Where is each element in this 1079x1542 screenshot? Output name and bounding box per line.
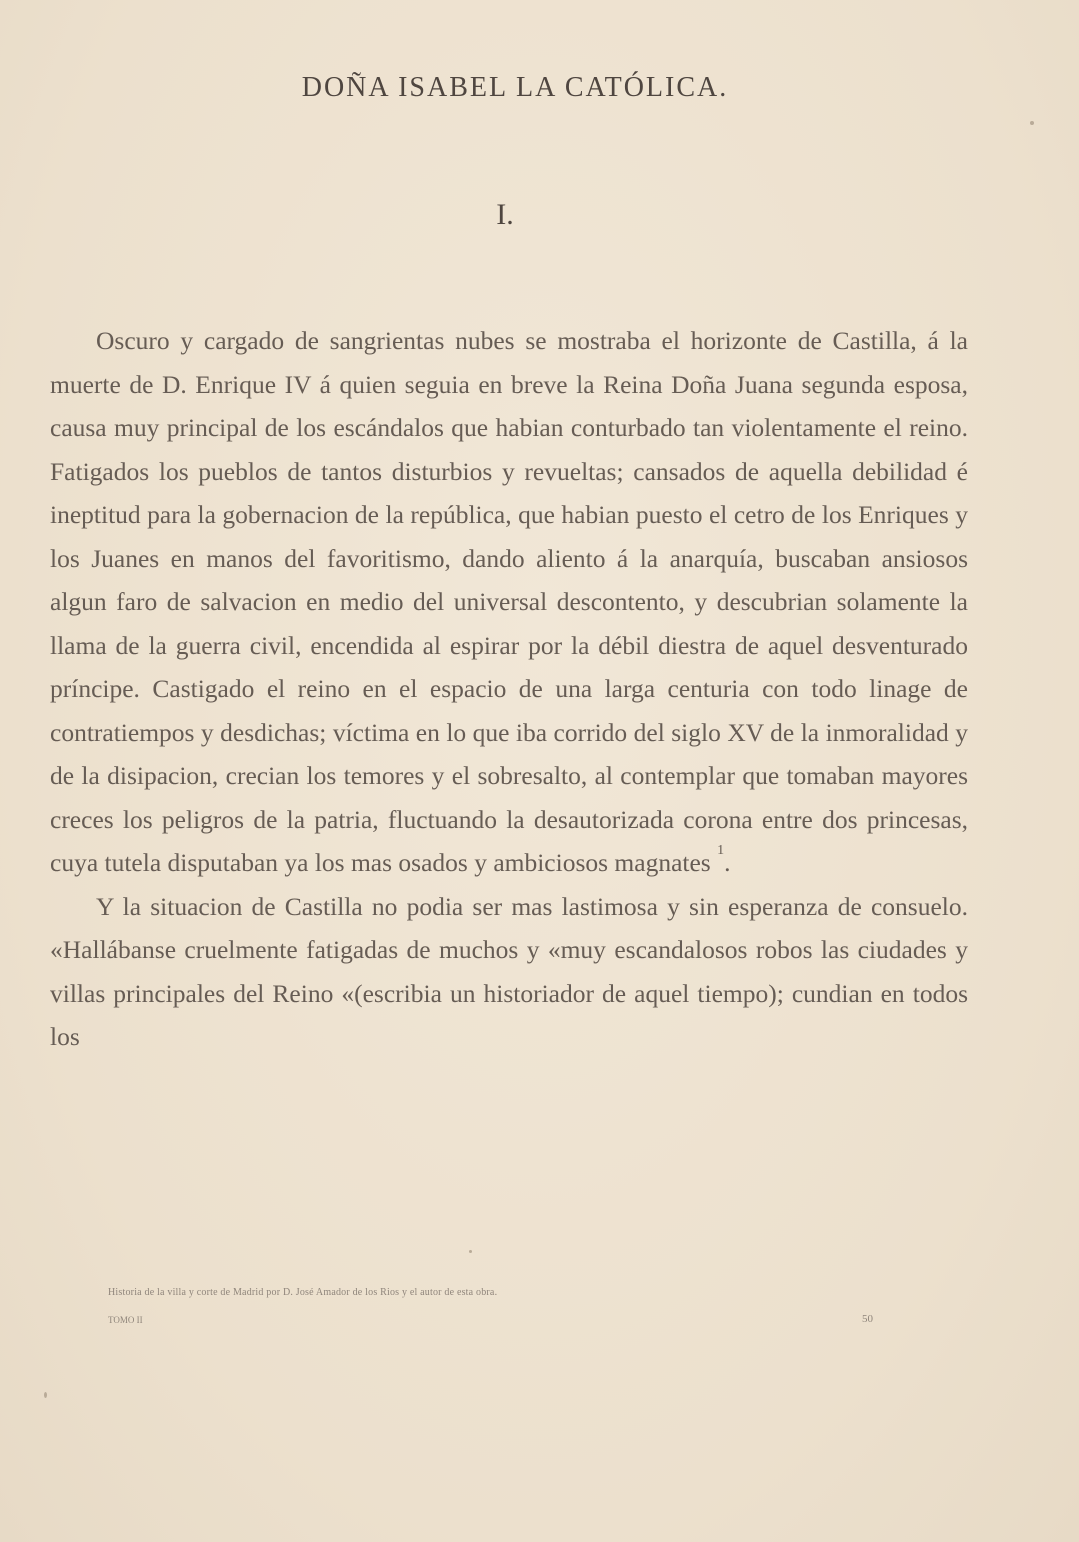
footnote-reference: 1 <box>717 843 725 858</box>
running-title: DOÑA ISABEL LA CATÓLICA. <box>301 72 729 103</box>
signature-mark: TOMO II <box>108 1315 143 1325</box>
paragraph-2: Y la situacion de Castilla no podia ser mas lastimosa y sin esperanza de consuelo. «Hallábanse cruelmente fatigadas de muchos y «muy escandalosos robos las ciudades y villas principales del Reino «(escribia un historiador de aquel tiempo); cundian en todos los <box>50 891 968 1051</box>
section-numeral: I. <box>496 198 514 231</box>
paper-speck <box>44 1392 47 1398</box>
footnote: Historia de la villa y corte de Madrid por D. José Amador de los Rios y el autor de esta obra. <box>108 1287 498 1298</box>
paragraph-1-end: . <box>724 848 731 877</box>
paragraph-1-text: Oscuro y cargado de sangrientas nubes se mostraba el horizonte de Castilla, á la muerte de D. Enrique IV á quien seguia en breve la Reina Doña Juana segunda esposa, causa muy principal de los escándalos que habian conturbado tan violentamente el reino. Fatigados los pueblos de tantos disturbios y revueltas; cansados de aquella debilidad é ineptitud para la gobernacion de la república, que habian puesto el cetro de los Enriques y los Juanes en manos del favoritismo, dando aliento á la anarquía, buscaban ansiosos algun faro de salvacion en medio del universal descontento, y descubrian solamente la llama de la guerra civil, encendida al espirar por la débil diestra de aquel desventurado príncipe. Castigado el reino en el espacio de una larga centuria con todo linage de contratiempos y desdichas; víctima en lo que iba corrido del siglo XV de la inmoralidad y de la disipacion, crecian los temores y el sobresalto, al contemplar que tomaban mayores creces los peligros de la patria, fluctuando la desautorizada corona entre dos princesas, cuya tutela disputaban ya los mas osados y ambiciosos magnates <box>50 326 968 877</box>
paper-speck <box>469 1250 472 1253</box>
paper-speck <box>1030 121 1034 125</box>
body-text <box>50 319 968 1059</box>
page-number: 50 <box>862 1313 873 1325</box>
paragraph-1 <box>50 319 968 885</box>
